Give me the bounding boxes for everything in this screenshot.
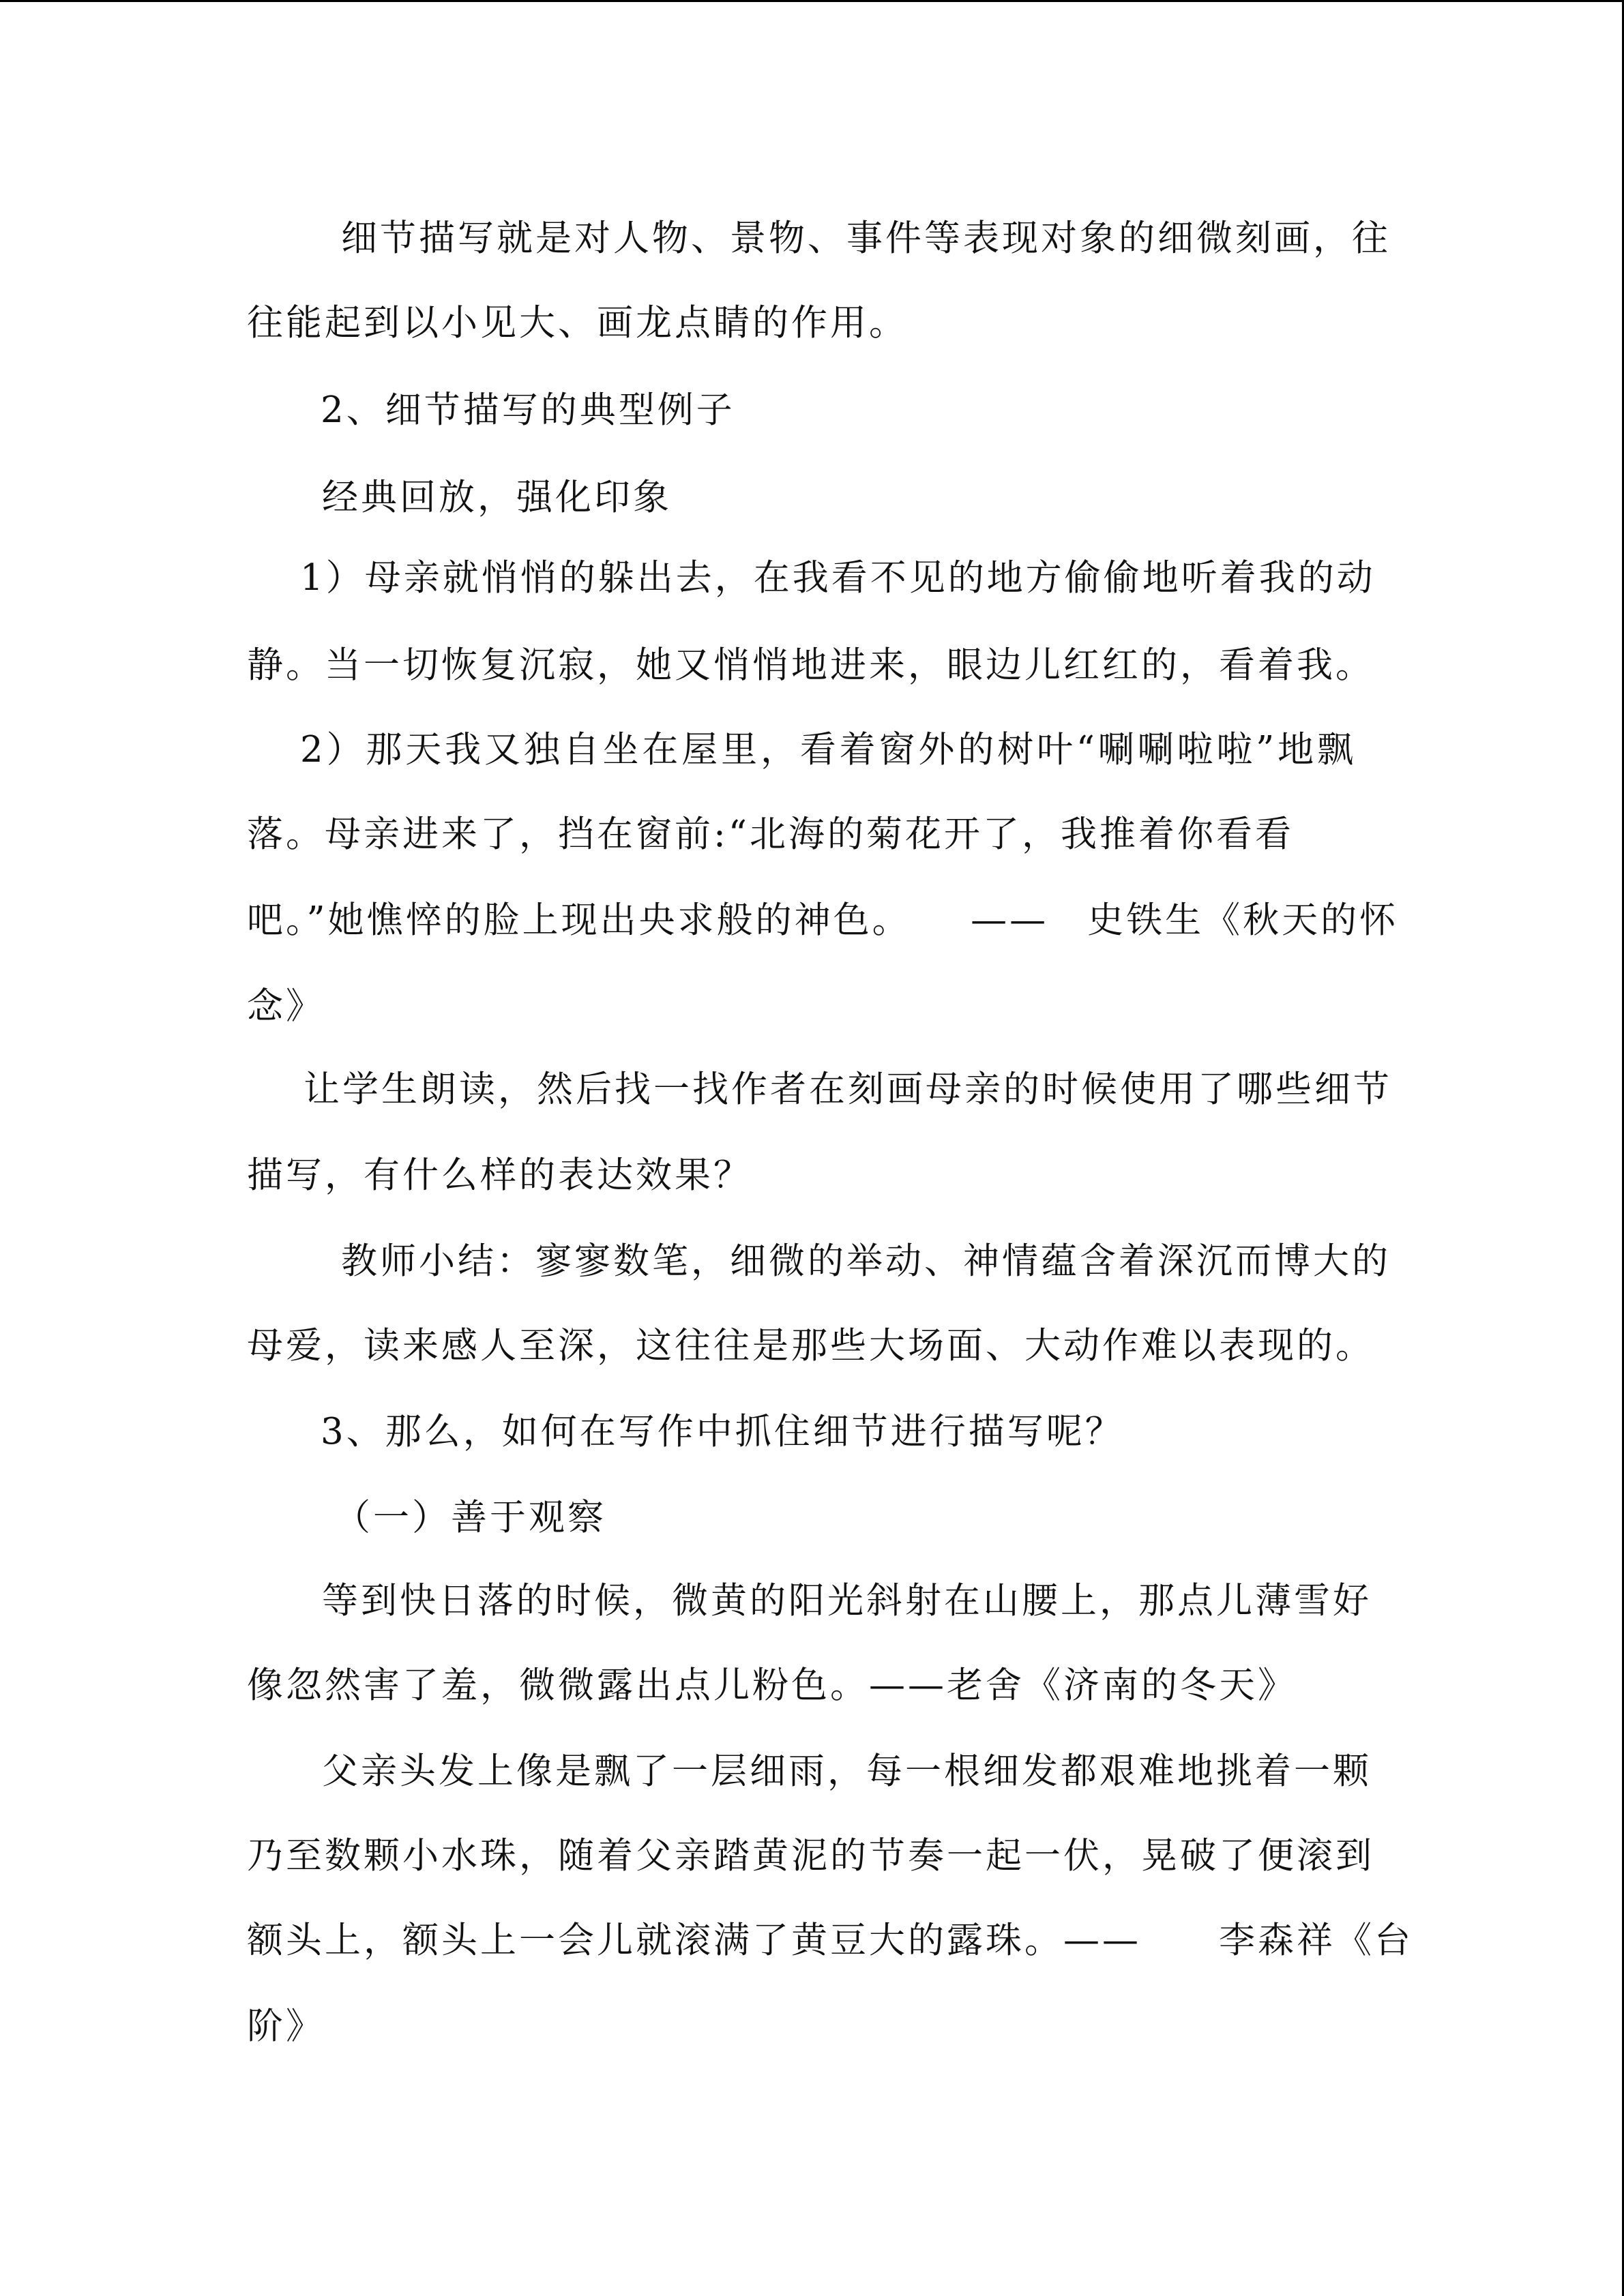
- example-2-line-1: 2）那天我又独自坐在屋里，看着窗外的树叶“唰唰啦啦”地飘: [300, 729, 1356, 771]
- example-lisenxiang-line-1: 父亲头发上像是飘了一层细雨，每一根细发都艰难地挑着一颗: [322, 1750, 1372, 1792]
- example-lisenxiang-line-2: 乃至数颗小水珠，随着父亲踏黄泥的节奏一起一伏，晃破了便滚到: [247, 1835, 1374, 1877]
- example-laoshe-line-1: 等到快日落的时候，微黄的阳光斜射在山腰上，那点儿薄雪好: [322, 1580, 1372, 1622]
- example-laoshe-line-2: 像忽然害了羞，微微露出点儿粉色。——老舍《济南的冬天》: [247, 1665, 1297, 1706]
- example-2-line-4: 念》: [247, 985, 325, 1027]
- example-1-line-2: 静。当一切恢复沉寂，她又悄悄地进来，眼边儿红红的，看着我。: [247, 644, 1374, 686]
- paragraph-definition-line-2: 往能起到以小见大、画龙点睛的作用。: [247, 302, 908, 344]
- page-border-top: [0, 0, 1624, 2]
- example-1-line-1: 1）母亲就悄悄的躲出去，在我看不见的地方偷偷地听着我的动: [300, 557, 1376, 599]
- teacher-summary-line-2: 母爱，读来感人至深，这往往是那些大场面、大动作难以表现的。: [247, 1325, 1374, 1367]
- example-2-line-3: 吧。”她憔悴的脸上现出央求般的神色。 —— 史铁生《秋天的怀: [247, 899, 1399, 941]
- instruction-line-2: 描写，有什么样的表达效果？: [247, 1154, 752, 1196]
- instruction-line-1: 让学生朗读，然后找一找作者在刻画母亲的时候使用了哪些细节: [304, 1069, 1392, 1110]
- subheading-observe: （一）善于观察: [334, 1497, 606, 1538]
- section-heading-2: 2、细节描写的典型例子: [321, 389, 735, 431]
- subheading-classic-review: 经典回放，强化印象: [322, 477, 672, 518]
- example-lisenxiang-line-3: 额头上，额头上一会儿就滚满了黄豆大的露珠。—— 李森祥《台: [247, 1920, 1413, 1961]
- example-lisenxiang-line-4: 阶》: [247, 2006, 325, 2047]
- example-2-line-2: 落。母亲进来了，挡在窗前:“北海的菊花开了，我推着你看看: [247, 814, 1294, 855]
- teacher-summary-line-1: 教师小结：寥寥数笔，细微的举动、神情蕴含着深沉而博大的: [341, 1240, 1391, 1282]
- section-heading-3: 3、那么，如何在写作中抓住细节进行描写呢？: [321, 1411, 1124, 1452]
- paragraph-definition-line-1: 细节描写就是对人物、景物、事件等表现对象的细微刻画，往: [341, 218, 1391, 259]
